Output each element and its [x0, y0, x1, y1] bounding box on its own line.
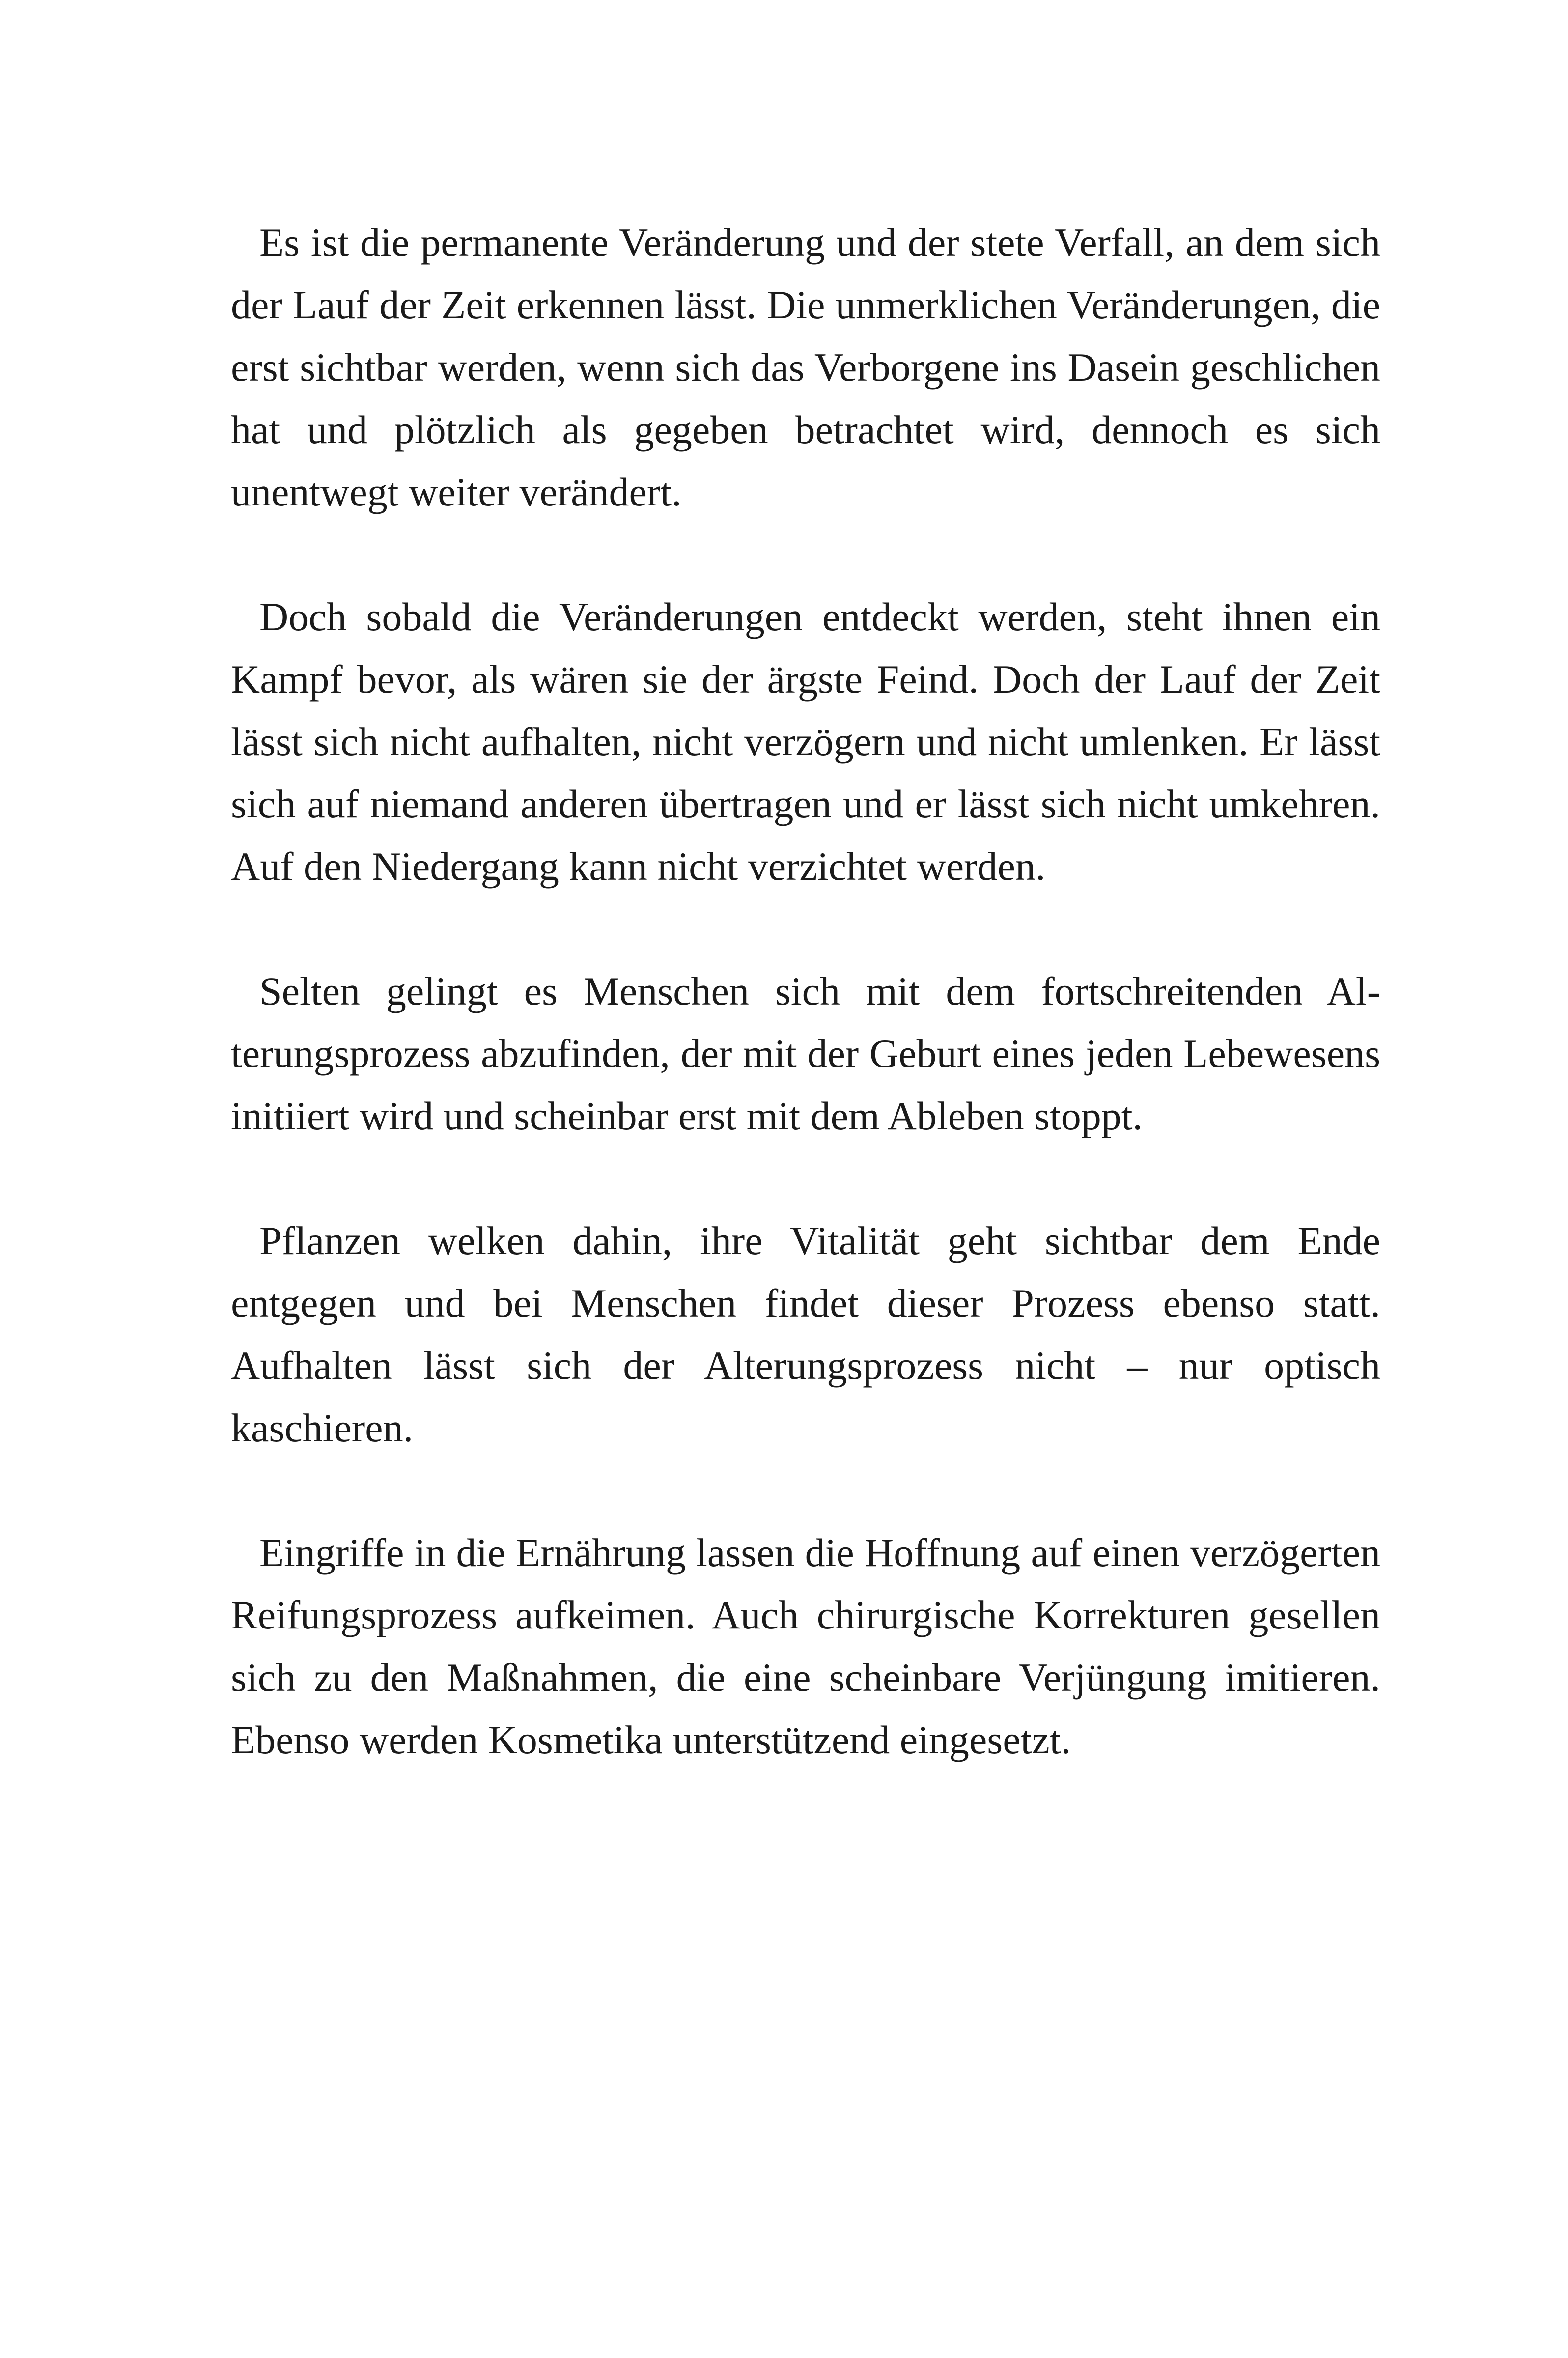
paragraph-5: Eingriffe in die Ernährung lassen die Hoffnung auf einen verzögerten Reifungsprozess aufkeimen. Auch chirurgische Korrekturen gesellen sich zu den Maßnahmen, die eine scheinbare Verjüngung imitieren. Ebenso werden Kosmetika unterstützend eingesetzt.	[231, 1530, 1380, 1762]
body-text	[231, 211, 1380, 1771]
paragraph-4: Pflanzen welken dahin, ihre Vitalität geht sichtbar dem Ende entgegen und bei Menschen findet dieser Prozess ebenso statt. Aufhalten lässt sich der Alterungsprozess nicht – nur optisch kaschieren.	[231, 1218, 1380, 1450]
paragraph-2: Doch sobald die Veränderungen entdeckt werden, steht ihnen ein Kampf bevor, als wären sie der ärgste Feind. Doch der Lauf der Zeit lässt sich nicht aufhalten, nicht verzögern und nicht umlenken. Er lässt sich auf niemand anderen übertragen und er lässt sich nicht umkehren. Auf den Niedergang kann nicht verzichtet werden.	[231, 594, 1380, 889]
paragraph-1: Es ist die permanente Veränderung und der stete Verfall, an dem sich der Lauf der Zeit erkennen lässt. Die unmerklichen Veränderungen, die erst sichtbar werden, wenn sich das Verborgene ins Dasein geschlichen hat und plötzlich als gegeben betrachtet wird, dennoch es sich unentwegt weiter verändert.	[231, 220, 1380, 514]
paragraph-3: Selten gelingt es Menschen sich mit dem fortschreitenden Alterungsprozess abzufinden, der mit der Geburt eines jeden Lebewesens initiiert wird und scheinbar erst mit dem Ableben stoppt.	[231, 969, 1380, 1138]
